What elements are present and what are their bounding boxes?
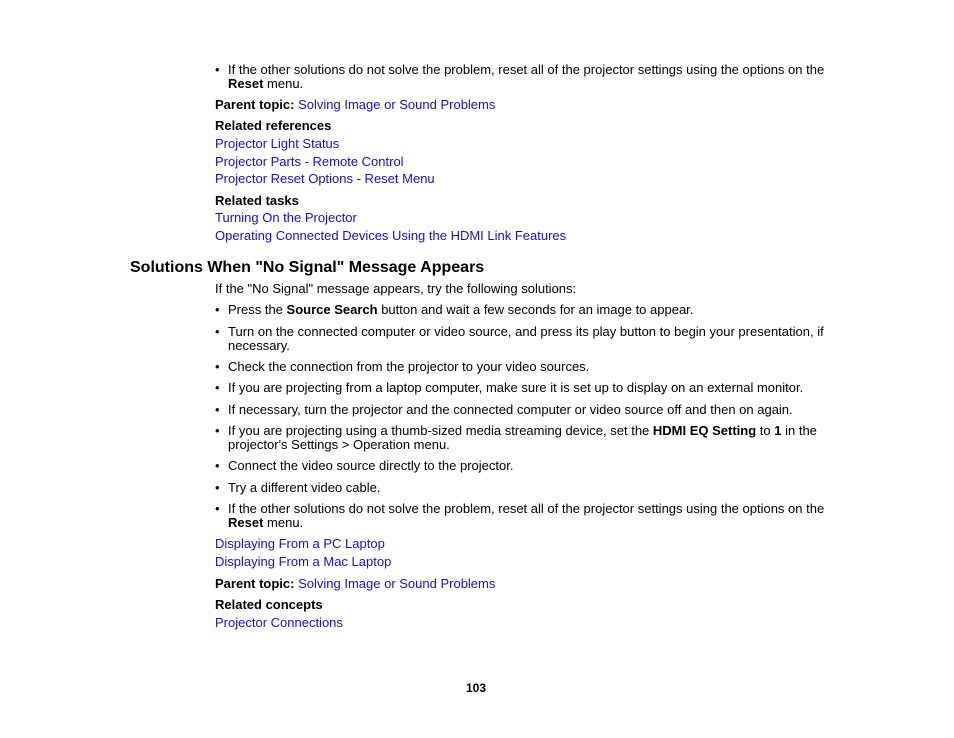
- link-projector-connections[interactable]: Projector Connections: [215, 615, 343, 630]
- list-item-text: If the other solutions do not solve the problem, reset all of the projector settings using the options on the Reset menu.: [228, 501, 825, 530]
- list-item-text: Turn on the connected computer or video source, and press its play button to begin your presentation, if necessary.: [228, 324, 824, 353]
- list-item-text: If the other solutions do not solve the problem, reset all of the projector settings using the options on the Reset menu.: [228, 62, 825, 91]
- related-references-label: Related references: [215, 118, 332, 133]
- parent-topic: [215, 577, 495, 591]
- list-item-text: If necessary, turn the projector and the connected computer or video source off and then on again.: [228, 402, 793, 417]
- section-intro: If the "No Signal" message appears, try the following solutions:: [215, 281, 577, 296]
- parent-topic: [215, 98, 495, 112]
- bullet-marker: •: [215, 302, 220, 317]
- bullet-marker: •: [215, 423, 220, 438]
- link-displaying-mac-laptop[interactable]: Displaying From a Mac Laptop: [215, 554, 392, 569]
- parent-topic-link[interactable]: Solving Image or Sound Problems: [298, 97, 496, 112]
- bullet-marker: •: [215, 324, 220, 339]
- list-item-text: Connect the video source directly to the projector.: [228, 458, 514, 473]
- link-displaying-pc-laptop[interactable]: Displaying From a PC Laptop: [215, 536, 385, 551]
- link-projector-reset-options[interactable]: Projector Reset Options - Reset Menu: [215, 171, 435, 186]
- list-item-text: Press the Source Search button and wait a few seconds for an image to appear.: [228, 302, 694, 317]
- related-tasks-label: Related tasks: [215, 193, 299, 208]
- list-item-text: Try a different video cable.: [228, 480, 381, 495]
- link-hdmi-link-features[interactable]: Operating Connected Devices Using the HDMI Link Features: [215, 228, 567, 243]
- bullet-marker: •: [215, 458, 220, 473]
- bullet-marker: •: [215, 501, 220, 516]
- parent-topic-label: Parent topic:: [215, 576, 295, 591]
- bullet-marker: •: [215, 62, 220, 77]
- link-projector-light-status[interactable]: Projector Light Status: [215, 136, 340, 151]
- list-item-text: If you are projecting from a laptop computer, make sure it is set up to display on an external monitor.: [228, 380, 804, 395]
- bullet-marker: •: [215, 402, 220, 417]
- list-item-text: If you are projecting using a thumb-sized media streaming device, set the HDMI EQ Setting to 1 in the projector's Settings > Operation menu.: [228, 423, 817, 452]
- section-heading: Solutions When "No Signal" Message Appears: [130, 259, 485, 276]
- page-number: 103: [466, 681, 487, 695]
- related-concepts-label: Related concepts: [215, 597, 323, 612]
- parent-topic-label: Parent topic:: [215, 97, 295, 112]
- bullet-marker: •: [215, 359, 220, 374]
- link-turning-on-projector[interactable]: Turning On the Projector: [215, 210, 357, 225]
- link-projector-parts-remote-control[interactable]: Projector Parts - Remote Control: [215, 154, 404, 169]
- bullet-marker: •: [215, 380, 220, 395]
- parent-topic-link[interactable]: Solving Image or Sound Problems: [298, 576, 496, 591]
- list-item-text: Check the connection from the projector to your video sources.: [228, 359, 590, 374]
- bullet-marker: •: [215, 480, 220, 495]
